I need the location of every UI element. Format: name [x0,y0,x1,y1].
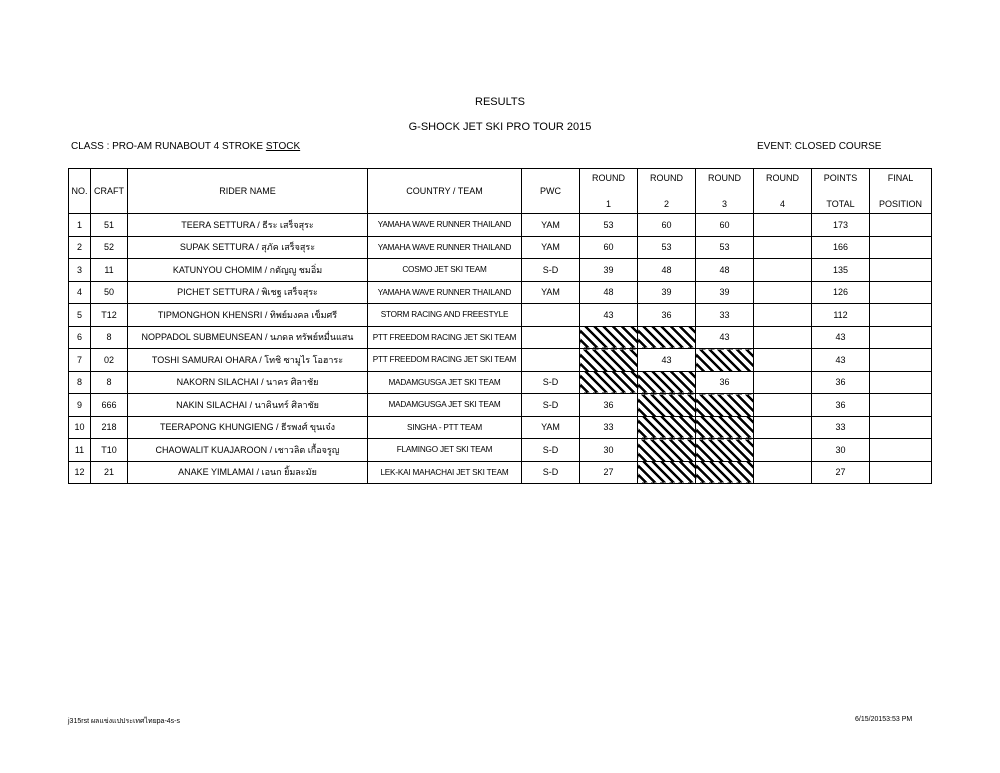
cell-craft: 11 [91,259,128,282]
cell-round-4 [754,281,812,304]
cell-round-3: 60 [696,214,754,237]
cell-round-4 [754,214,812,237]
cell-no: 4 [69,281,91,304]
cell-round-3: 36 [696,371,754,394]
cell-team: STORM RACING AND FREESTYLE [368,304,522,327]
table-row [69,236,932,259]
cell-round-3 [696,349,754,372]
cell-no: 3 [69,259,91,282]
cell-craft: 51 [91,214,128,237]
cell-pwc: S-D [522,394,580,417]
cell-round-2 [638,394,696,417]
cell-points-total: 36 [812,394,870,417]
cell-rider-name: SUPAK SETTURA / สุภัค เสร็จสุระ [128,236,368,259]
cell-craft: T12 [91,304,128,327]
col-header-pwc: PWC [522,169,580,214]
cell-pwc [522,349,580,372]
cell-craft: T10 [91,439,128,462]
cell-round-1 [580,326,638,349]
cell-round-4 [754,439,812,462]
cell-pwc: YAM [522,416,580,439]
cell-round-1: 53 [580,214,638,237]
cell-craft: 52 [91,236,128,259]
cell-no: 2 [69,236,91,259]
table-row [69,349,932,372]
event-label: EVENT: CLOSED COURSE [757,141,882,152]
table-row [69,214,932,237]
cell-team: COSMO JET SKI TEAM [368,259,522,282]
cell-no: 1 [69,214,91,237]
cell-craft: 21 [91,461,128,484]
cell-pwc: S-D [522,371,580,394]
round-number: 3 [721,199,727,209]
col-header-round-4 [754,169,812,214]
table-row [69,259,932,282]
round-label: ROUND [650,173,683,183]
cell-team: YAMAHA WAVE RUNNER THAILAND [368,214,522,237]
footer-file-name: j315rst ผลแข่งแปประเทศไทยpa-4s-s [68,718,181,725]
cell-rider-name: NAKORN SILACHAI / นาคร ศิลาชัย [128,371,368,394]
col-header-round-1 [580,169,638,214]
cell-no: 9 [69,394,91,417]
round-label: ROUND [708,173,741,183]
cell-round-2: 36 [638,304,696,327]
cell-round-1: 48 [580,281,638,304]
cell-round-1: 39 [580,259,638,282]
cell-round-2 [638,416,696,439]
cell-team: FLAMINGO JET SKI TEAM [368,439,522,462]
cell-round-3: 33 [696,304,754,327]
cell-rider-name: PICHET SETTURA / พิเชฐ เสร็จสุระ [128,281,368,304]
cell-team: MADAMGUSGA JET SKI TEAM [368,371,522,394]
header-row [69,169,932,214]
cell-final-position [870,349,932,372]
cell-no: 12 [69,461,91,484]
col-header-points [812,169,870,214]
cell-round-1 [580,371,638,394]
table-row [69,439,932,462]
cell-round-4 [754,461,812,484]
cell-final-position [870,371,932,394]
cell-pwc [522,326,580,349]
cell-round-4 [754,371,812,394]
cell-no: 8 [69,371,91,394]
cell-round-4 [754,259,812,282]
cell-points-total: 173 [812,214,870,237]
col-header-rider: RIDER NAME [128,169,368,214]
cell-no: 11 [69,439,91,462]
total-label: TOTAL [826,199,855,209]
table-row [69,371,932,394]
cell-craft: 50 [91,281,128,304]
cell-round-3: 53 [696,236,754,259]
cell-team: YAMAHA WAVE RUNNER THAILAND [368,236,522,259]
cell-rider-name: TEERA SETTURA / ธีระ เสร็จสุระ [128,214,368,237]
position-label: POSITION [878,199,922,209]
cell-round-1 [580,349,638,372]
cell-points-total: 43 [812,349,870,372]
cell-pwc: S-D [522,461,580,484]
cell-round-2 [638,461,696,484]
cell-final-position [870,326,932,349]
final-label: FINAL [887,173,914,183]
cell-round-2 [638,439,696,462]
cell-rider-name: TIPMONGHON KHENSRI / ทิพย์มงคล เข็มศรี [128,304,368,327]
table-row [69,304,932,327]
table-row [69,461,932,484]
cell-rider-name: NOPPADOL SUBMEUNSEAN / นภดล ทรัพย์หมื่นแสน [128,326,368,349]
cell-round-4 [754,304,812,327]
results-table [68,168,932,484]
tour-subtitle: G-SHOCK JET SKI PRO TOUR 2015 [408,121,592,133]
cell-points-total: 166 [812,236,870,259]
cell-craft: 8 [91,371,128,394]
table-row [69,416,932,439]
class-prefix: CLASS : PRO-AM RUNABOUT 4 STROKE [71,141,266,152]
cell-points-total: 30 [812,439,870,462]
cell-rider-name: TEERAPONG KHUNGIENG / ธีรพงศ์ ขุนเจ๋ง [128,416,368,439]
cell-team: SINGHA - PTT TEAM [368,416,522,439]
cell-rider-name: ANAKE YIMLAMAI / เอนก ยิ้มละมัย [128,461,368,484]
cell-points-total: 33 [812,416,870,439]
cell-points-total: 27 [812,461,870,484]
cell-round-4 [754,326,812,349]
cell-rider-name: NAKIN SILACHAI / นาคินทร์ ศิลาชัย [128,394,368,417]
cell-pwc: S-D [522,439,580,462]
table-row [69,326,932,349]
cell-pwc: YAM [522,281,580,304]
cell-team: YAMAHA WAVE RUNNER THAILAND [368,281,522,304]
cell-round-4 [754,236,812,259]
table-row [69,281,932,304]
cell-final-position [870,439,932,462]
cell-round-2: 60 [638,214,696,237]
col-header-team: COUNTRY / TEAM [368,169,522,214]
cell-pwc: YAM [522,236,580,259]
round-label: ROUND [592,173,625,183]
cell-round-1: 30 [580,439,638,462]
cell-no: 10 [69,416,91,439]
cell-team: LEK-KAI MAHACHAI JET SKI TEAM [368,461,522,484]
cell-round-2 [638,326,696,349]
cell-no: 6 [69,326,91,349]
round-number: 4 [779,199,785,209]
cell-round-3: 48 [696,259,754,282]
cell-rider-name: TOSHI SAMURAI OHARA / โทชิ ซามูไร โอฮาระ [128,349,368,372]
cell-team: MADAMGUSGA JET SKI TEAM [368,394,522,417]
cell-round-3: 39 [696,281,754,304]
cell-round-1: 27 [580,461,638,484]
cell-round-4 [754,349,812,372]
col-header-round-2 [638,169,696,214]
col-header-round-3 [696,169,754,214]
cell-round-3 [696,416,754,439]
cell-points-total: 36 [812,371,870,394]
cell-round-2: 39 [638,281,696,304]
col-header-craft: CRAFT [91,169,128,214]
col-header-no: NO. [69,169,91,214]
cell-round-2: 53 [638,236,696,259]
cell-round-2 [638,371,696,394]
cell-round-1: 43 [580,304,638,327]
cell-round-1: 33 [580,416,638,439]
cell-final-position [870,214,932,237]
table-row [69,394,932,417]
cell-rider-name: KATUNYOU CHOMIM / กตัญญู ชมอิ่ม [128,259,368,282]
cell-team: PTT FREEDOM RACING JET SKI TEAM [368,349,522,372]
cell-round-4 [754,394,812,417]
cell-craft: 218 [91,416,128,439]
cell-round-3: 43 [696,326,754,349]
cell-round-1: 60 [580,236,638,259]
cell-points-total: 126 [812,281,870,304]
cell-rider-name: CHAOWALIT KUAJAROON / เชาวลิต เกื้อจรูญ [128,439,368,462]
points-label: POINTS [823,173,858,183]
cell-points-total: 112 [812,304,870,327]
cell-pwc [522,304,580,327]
cell-final-position [870,236,932,259]
cell-round-3 [696,394,754,417]
round-number: 2 [663,199,669,209]
cell-final-position [870,281,932,304]
cell-no: 5 [69,304,91,327]
cell-points-total: 135 [812,259,870,282]
round-number: 1 [605,199,611,209]
class-emphasis: STOCK [265,141,301,152]
cell-round-2: 48 [638,259,696,282]
cell-pwc: YAM [522,214,580,237]
cell-round-3 [696,439,754,462]
col-header-final [870,169,932,214]
cell-round-2: 43 [638,349,696,372]
class-label [71,141,300,152]
cell-round-1: 36 [580,394,638,417]
cell-craft: 02 [91,349,128,372]
cell-pwc: S-D [522,259,580,282]
cell-craft: 8 [91,326,128,349]
cell-round-4 [754,416,812,439]
cell-points-total: 43 [812,326,870,349]
cell-final-position [870,259,932,282]
cell-final-position [870,394,932,417]
page-title: RESULTS [475,96,525,108]
cell-craft: 666 [91,394,128,417]
cell-final-position [870,416,932,439]
cell-team: PTT FREEDOM RACING JET SKI TEAM [368,326,522,349]
footer-timestamp: 6/15/20153:53 PM [855,716,913,723]
cell-round-3 [696,461,754,484]
round-label: ROUND [766,173,799,183]
cell-no: 7 [69,349,91,372]
cell-final-position [870,304,932,327]
cell-final-position [870,461,932,484]
